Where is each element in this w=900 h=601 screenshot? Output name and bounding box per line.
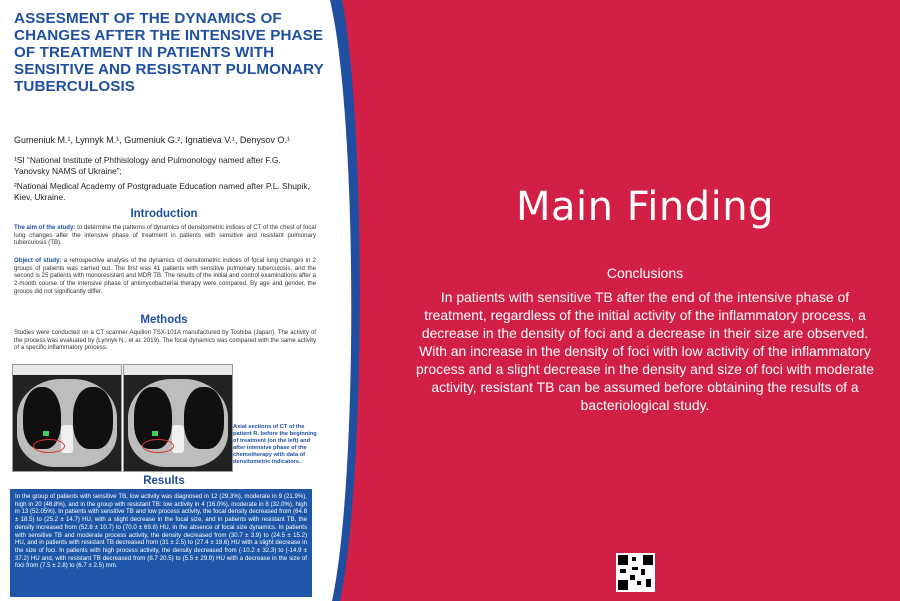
- poster-authors: Gumeniuk M.¹, Lynnyk M.¹, Gumeniuk G.², Ignatieva V.¹, Denysov O.¹: [14, 135, 290, 145]
- aim-label: The aim of the study:: [14, 224, 76, 231]
- ct-roi-marker: [43, 431, 49, 436]
- ct-image-before: [12, 364, 122, 472]
- methods-text: Studies were conducted on a CT scanner Aquilion TSX-101A manufactured by Toshiba (Japan). The activity of the process was evaluated by (Lynnyk N., et al. 2019). The focal dynamics was compared with the same activity of a specific inflammatory process.: [14, 329, 316, 352]
- results-heading: Results: [143, 475, 185, 487]
- main-finding-title: Main Finding: [515, 184, 774, 230]
- affiliation-1: ¹SI “National Institute of Phthisiology and Pulmonology named after F.G. Yanovsky NAMS of Ukraine”;: [14, 155, 281, 176]
- methods-heading: Methods: [140, 314, 188, 326]
- ct-right-lung: [73, 387, 113, 449]
- ct-highlight-ring: [33, 439, 65, 453]
- affiliation-2: ²National Medical Academy of Postgraduate Education named after P.L. Shupik, Kiev, Ukraine.: [14, 181, 310, 202]
- object-paragraph: [14, 257, 316, 296]
- ct-right-lung: [184, 387, 224, 449]
- ct-image-after: [123, 364, 233, 472]
- object-label: Object of study:: [14, 257, 62, 264]
- object-text: a retrospective analysis of the dynamics of densitometric indices of focal lung changes in 2 groups of patients was carried out. The first was 41 patients with sensitive pulmonary tuberculosis, and the second is 25 patients with monoresistant and MDR TB. The results of the initial and control examinations after a 2-month course of the intensive phase of antimycobacterial therapy were compared. By age and gender, the groups did not significantly differ.: [14, 257, 316, 295]
- aim-text: to determine the patterns of dynamics of densitometric indices of CT of the chest of focal lung changes after the intensive phase of treatment in patients with sensitive and resistant pulmonary tuberculosis (TB).: [14, 224, 316, 247]
- results-box: [10, 489, 312, 597]
- results-text: In the group of patients with sensitive TB, low activity was diagnosed in 12 (29.3%), moderate in 9 (21.9%), high in 20 (48.8%), and in the group with resistant TB: low activity in 4 (16.0%), moderate in 8 (32.0%), high in 13 (52.05%). In patients with sensitive TB and low process activity, the focal density decreased from (64.8 ± 18.5) to (25.2 ± 14.7) HU, with a slight decrease in the focal size, and in patients with resistant TB, the density increased from (52.8 ± 10.7) to (70.0 ± 69.8) HU, in the absence of focal size dynamics. In patients with sensitive TB and moderate process activity, the density decreased from (30.7 ± 3.9) to (24.5 ± 15.2) HU, and in patients with resistant TB decreased from (31 ± 2.5) to (27.4 ± 18.6) HU with a slight decrease in the size of foci. In patients with high process activity, the density decreased from (-10.2 ± 32.3) to (-14.9 ± 37.2) HU and, with resistant TB decreased from (8.7 20.5) to (5.5 ± 29.9) HU with a decrease in the size of foci from (7.5 ± 2.8) to (6.7 ± 2.5) mm.: [15, 493, 307, 570]
- ct-header-bar: [13, 365, 121, 375]
- qr-code-icon[interactable]: [616, 553, 655, 592]
- ct-header-bar: [124, 365, 232, 375]
- conclusions-heading: Conclusions: [606, 265, 684, 281]
- conclusions-text: In patients with sensitive TB after the end of the intensive phase of treatment, regardless of the initial activity of the inflammatory process, a decrease in the density of foci and a decrease in their size are observed. With an increase in the density of foci with low activity of the inflammatory process and a slight decrease in the density and size of foci with moderate activity, resistant TB can be assumed before obtaining the results of a bacteriological study.: [416, 289, 874, 413]
- ct-roi-marker: [152, 431, 158, 436]
- poster-left-column: [0, 0, 330, 601]
- poster-title: ASSESMENT OF THE DYNAMICS OF CHANGES AFTER THE INTENSIVE PHASE OF TREATMENT IN PATIENTS WITH SENSITIVE AND RESISTANT PULMONARY TUBERCULOSIS: [14, 10, 324, 95]
- figure-caption: Axial sections of CT of the patient R. before the beginning of treatment (on the left) and after intensive phase of the chemotherapy with data of densitometric indicators.: [233, 424, 317, 465]
- aim-paragraph: [14, 224, 316, 247]
- ct-spine: [172, 425, 184, 453]
- introduction-heading: Introduction: [130, 208, 198, 220]
- ct-highlight-ring: [142, 439, 174, 453]
